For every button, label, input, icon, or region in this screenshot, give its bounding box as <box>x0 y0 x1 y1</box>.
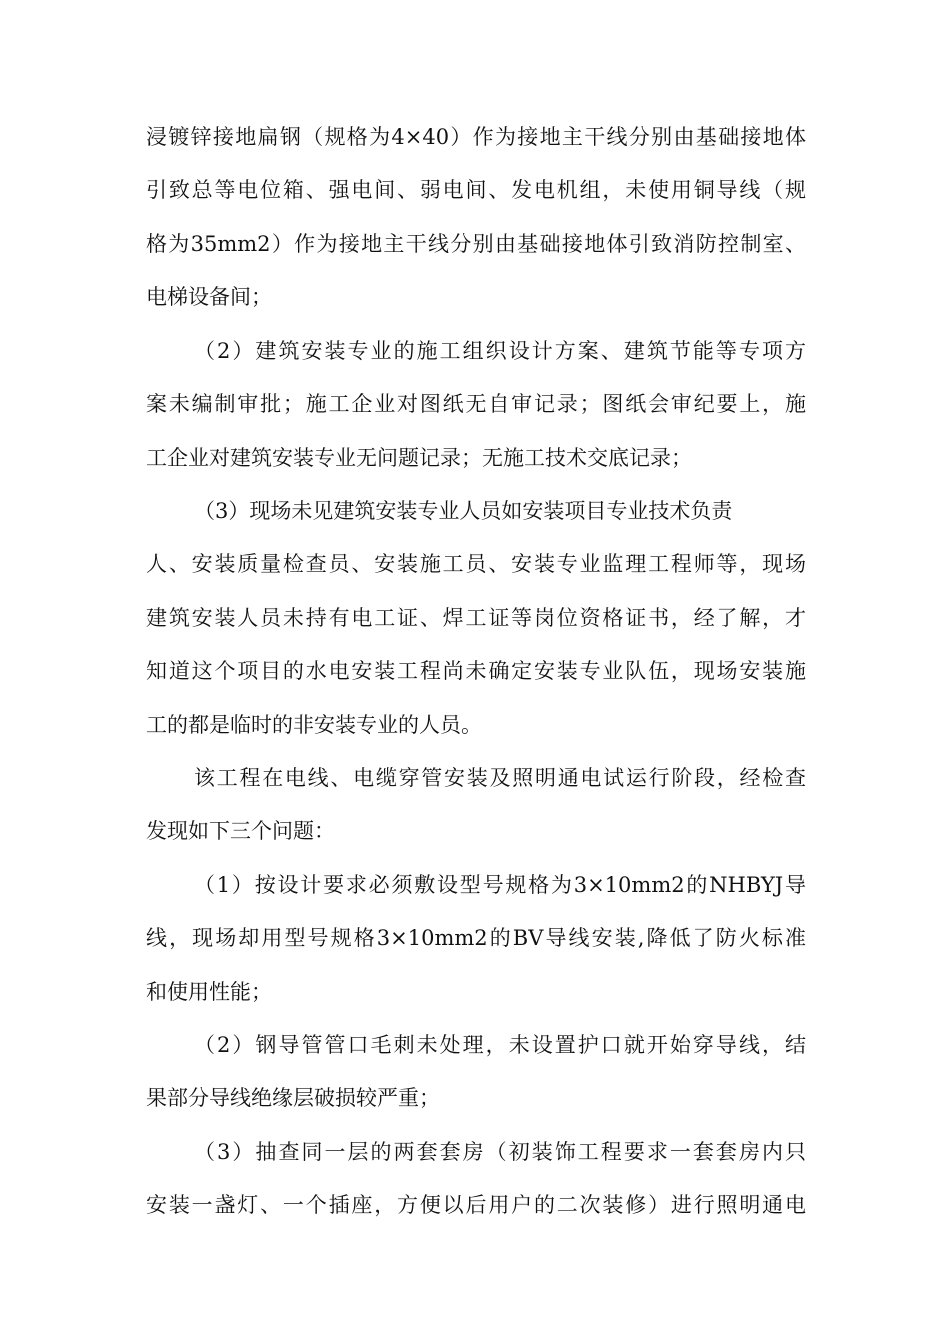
text-line-18: （2）钢导管管口毛刺未处理，未设置护口就开始穿导线，结 <box>194 1033 806 1057</box>
text-line-11: 知道这个项目的水电安装工程尚未确定安装专业队伍，现场安装施 <box>146 659 806 683</box>
text-line-4: 电梯设备间； <box>146 285 272 309</box>
text-line-20: （3）抽查同一层的两套套房（初装饰工程要求一套套房内只 <box>194 1140 806 1164</box>
text-line-17: 和使用性能； <box>146 980 272 1004</box>
text-line-12: 工的都是临时的非安装专业的人员。 <box>146 713 482 737</box>
text-line-6: 案未编制审批；施工企业对图纸无自审记录；图纸会审纪要上，施 <box>146 392 806 416</box>
text-line-9: 人、安装质量检查员、安装施工员、安装专业监理工程师等，现场 <box>146 552 806 576</box>
text-line-8: （3）现场未见建筑安装专业人员如安装项目专业技术负责 <box>194 499 733 523</box>
text-line-19: 果部分导线绝缘层破损较严重； <box>146 1086 440 1110</box>
text-line-2: 引致总等电位箱、强电间、弱电间、发电机组，未使用铜导线（规 <box>146 178 806 202</box>
text-line-13: 该工程在电线、电缆穿管安装及照明通电试运行阶段，经检查 <box>194 766 806 790</box>
text-line-10: 建筑安装人员未持有电工证、焊工证等岗位资格证书，经了解，才 <box>146 606 806 630</box>
text-line-3: 格为35mm2）作为接地主干线分别由基础接地体引致消防控制室、 <box>146 232 806 256</box>
text-line-16: 线，现场却用型号规格3×10mm2的BV导线安装,降低了防火标准 <box>146 926 806 950</box>
text-line-21: 安装一盏灯、一个插座，方便以后用户的二次装修）进行照明通电 <box>146 1193 806 1217</box>
text-line-15: （1）按设计要求必须敷设型号规格为3×10mm2的NHBYJ导 <box>194 873 806 897</box>
text-line-5: （2）建筑安装专业的施工组织设计方案、建筑节能等专项方 <box>194 339 806 363</box>
text-line-1: 浸镀锌接地扁钢（规格为4×40）作为接地主干线分别由基础接地体 <box>146 125 806 149</box>
text-line-7: 工企业对建筑安装专业无问题记录；无施工技术交底记录； <box>146 446 692 470</box>
text-line-14: 发现如下三个问题： <box>146 819 335 843</box>
